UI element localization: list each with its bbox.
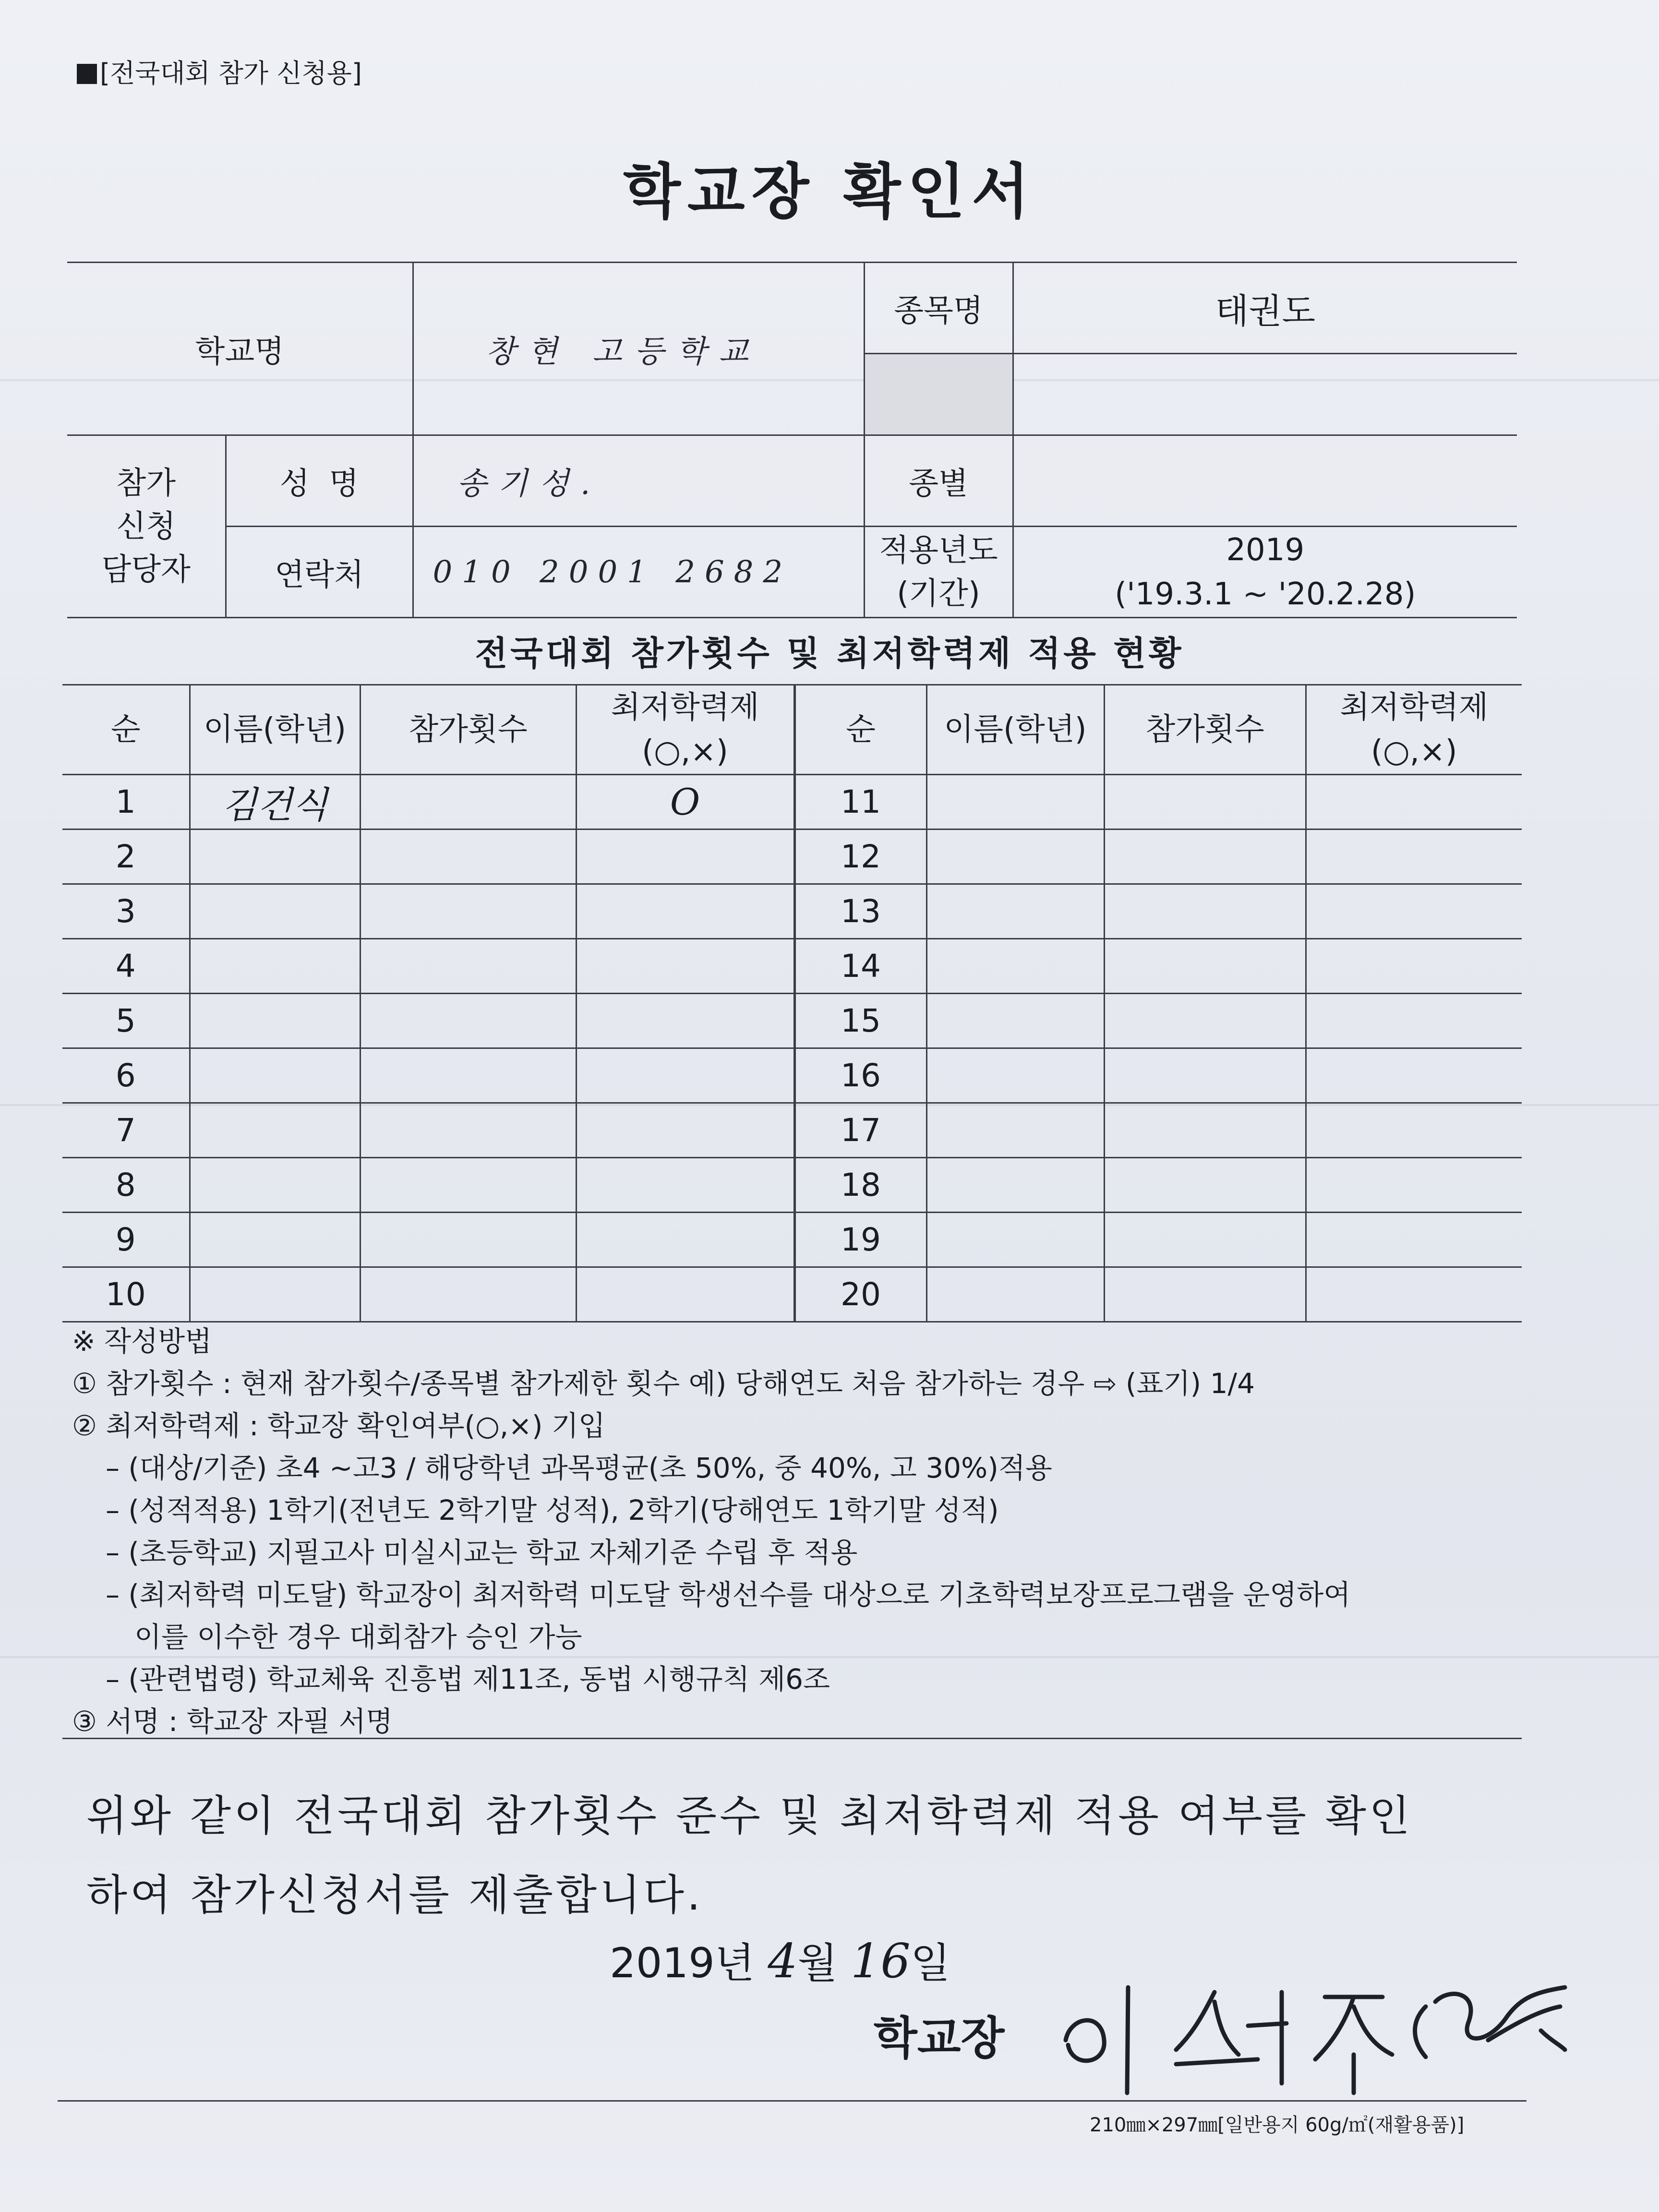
name-cell[interactable] xyxy=(926,1213,1104,1267)
roster-table xyxy=(62,684,1522,1322)
name-cell[interactable] xyxy=(926,994,1104,1048)
instruction-line: – (최저학력 미도달) 학교장이 최저학력 미도달 학생선수를 대상으로 기초학력보장프로그램을 운영하여 xyxy=(106,1578,1351,1611)
min-academic-cell[interactable] xyxy=(1306,1158,1522,1213)
row-number: 15 xyxy=(794,994,926,1048)
table-row xyxy=(62,775,1522,830)
confirmation-line: 하여 참가신청서를 제출합니다. xyxy=(86,1870,704,1920)
date-year: 2019년 xyxy=(610,1939,755,1987)
count-cell[interactable] xyxy=(360,1267,576,1322)
min-academic-cell[interactable] xyxy=(1306,939,1522,994)
table-row xyxy=(62,884,1522,939)
period-year: 2019 xyxy=(1226,532,1305,568)
col-header-name: 이름(학년) xyxy=(190,685,360,775)
name-cell[interactable] xyxy=(190,1158,360,1213)
form-tag xyxy=(77,53,362,90)
row-number: 10 xyxy=(62,1267,190,1322)
count-cell[interactable] xyxy=(360,884,576,939)
instruction-line: ③ 서명 : 학교장 자필 서명 xyxy=(72,1705,393,1738)
roster-subtitle: 전국대회 참가횟수 및 최저학력제 적용 현황 xyxy=(475,634,1184,673)
row-number: 7 xyxy=(62,1103,190,1158)
roster-header-row xyxy=(62,685,1522,775)
row-number: 16 xyxy=(794,1048,926,1103)
name-cell[interactable] xyxy=(926,1103,1104,1158)
count-cell[interactable] xyxy=(1104,1103,1306,1158)
blank-cell xyxy=(864,354,1013,435)
date-month[interactable]: 4 xyxy=(768,1934,798,1989)
name-cell[interactable] xyxy=(190,994,360,1048)
row-number: 5 xyxy=(62,994,190,1048)
table-row xyxy=(62,1267,1522,1322)
bottom-divider xyxy=(58,2100,1527,2102)
roster-body xyxy=(62,775,1522,1322)
row-number: 18 xyxy=(794,1158,926,1213)
name-cell[interactable] xyxy=(190,939,360,994)
period-label: 적용년도 (기간) xyxy=(864,527,1013,618)
col-header-min: 최저학력제 (○,×) xyxy=(576,685,794,775)
count-cell[interactable] xyxy=(1104,884,1306,939)
table-row xyxy=(62,1213,1522,1267)
instruction-line: – (성적적용) 1학기(전년도 2학기말 성적), 2학기(당해연도 1학기말 성적) xyxy=(106,1494,999,1527)
page-title: 학교장 확인서 xyxy=(623,157,1036,227)
min-academic-cell[interactable] xyxy=(1306,1213,1522,1267)
phone-label: 연락처 xyxy=(226,527,413,618)
signature-stroke xyxy=(1176,1992,1286,2083)
event-label: 종목명 xyxy=(864,263,1013,354)
table-row xyxy=(62,1158,1522,1213)
name-cell[interactable] xyxy=(190,1103,360,1158)
min-academic-cell[interactable] xyxy=(576,1158,794,1213)
instruction-line: ① 참가횟수 : 현재 참가횟수/종목별 참가제한 횟수 예) 당해연도 처음 참가하는 경우 ⇨ (표기) 1/4 xyxy=(72,1367,1255,1400)
count-cell[interactable] xyxy=(1104,1213,1306,1267)
min-academic-cell[interactable] xyxy=(576,1103,794,1158)
table-row xyxy=(62,939,1522,994)
min-academic-cell[interactable] xyxy=(1306,1267,1522,1322)
row-number: 13 xyxy=(794,884,926,939)
min-academic-cell[interactable] xyxy=(576,994,794,1048)
row-number: 14 xyxy=(794,939,926,994)
confirmation-line: 위와 같이 전국대회 참가횟수 준수 및 최저학력제 적용 여부를 확인 xyxy=(86,1791,1413,1840)
min-academic-cell[interactable] xyxy=(1306,884,1522,939)
name-cell[interactable]: 김건식 xyxy=(190,775,360,830)
instruction-line: – (초등학교) 지필고사 미실시교는 학교 자체기준 수립 후 적용 xyxy=(106,1536,858,1569)
count-cell[interactable] xyxy=(360,1213,576,1267)
count-cell[interactable] xyxy=(1104,994,1306,1048)
count-cell[interactable] xyxy=(1104,1267,1306,1322)
count-cell[interactable] xyxy=(1104,1048,1306,1103)
col-header-min: 최저학력제 (○,×) xyxy=(1306,685,1522,775)
row-number: 9 xyxy=(62,1213,190,1267)
row-number: 6 xyxy=(62,1048,190,1103)
name-cell[interactable] xyxy=(926,1048,1104,1103)
table-row xyxy=(62,830,1522,884)
instruction-line: – (관련법령) 학교체육 진흥법 제11조, 동법 시행규칙 제6조 xyxy=(106,1663,830,1695)
row-number: 12 xyxy=(794,830,926,884)
date-day-suffix: 일 xyxy=(910,1939,950,1987)
event-value[interactable]: 태권도 xyxy=(1013,263,1517,354)
school-label: 학교명 xyxy=(67,263,413,435)
paper-spec-footer: 210㎜×297㎜[일반용지 60g/㎡(재활용품)] xyxy=(1090,2114,1465,2136)
row-number: 19 xyxy=(794,1213,926,1267)
name-cell[interactable] xyxy=(926,1267,1104,1322)
row-number: 17 xyxy=(794,1103,926,1158)
row-number: 11 xyxy=(794,775,926,830)
instructions-heading: ※ 작성방법 xyxy=(72,1325,212,1358)
signature-stroke xyxy=(1435,1987,1565,2050)
count-cell[interactable] xyxy=(360,939,576,994)
name-cell[interactable] xyxy=(926,884,1104,939)
category-value[interactable] xyxy=(1013,435,1517,527)
table-row xyxy=(62,994,1522,1048)
min-academic-cell[interactable] xyxy=(576,939,794,994)
min-academic-cell[interactable] xyxy=(1306,1048,1522,1103)
col-header-name: 이름(학년) xyxy=(926,685,1104,775)
min-academic-cell[interactable] xyxy=(1306,1103,1522,1158)
principal-signature[interactable] xyxy=(1056,1973,1575,2103)
row-number: 2 xyxy=(62,830,190,884)
name-cell[interactable] xyxy=(926,1158,1104,1213)
event-extra-cell xyxy=(1013,354,1517,435)
count-cell[interactable] xyxy=(1104,1158,1306,1213)
name-cell[interactable] xyxy=(190,1213,360,1267)
col-header-count: 참가횟수 xyxy=(360,685,576,775)
col-header-no: 순 xyxy=(794,685,926,775)
instructions xyxy=(72,1320,1512,1743)
col-header-no: 순 xyxy=(62,685,190,775)
signature-stroke xyxy=(1415,2007,1426,2057)
school-value[interactable]: 창현 고등학교 xyxy=(413,263,864,435)
name-cell[interactable] xyxy=(190,884,360,939)
row-number: 3 xyxy=(62,884,190,939)
count-cell[interactable] xyxy=(360,1048,576,1103)
phone-value[interactable]: 010 2001 2682 xyxy=(413,527,864,618)
header-table xyxy=(67,262,1517,618)
min-academic-cell[interactable] xyxy=(576,1267,794,1322)
square-bullet-icon xyxy=(77,64,97,84)
principal-label: 학교장 xyxy=(874,2012,1005,2065)
count-cell[interactable] xyxy=(360,830,576,884)
min-academic-cell[interactable] xyxy=(576,1213,794,1267)
date-month-suffix: 월 xyxy=(797,1939,838,1987)
divider xyxy=(62,1738,1522,1739)
row-number: 1 xyxy=(62,775,190,830)
name-cell[interactable] xyxy=(190,1048,360,1103)
count-cell[interactable] xyxy=(1104,939,1306,994)
confirmation-text xyxy=(86,1776,1503,1935)
table-row xyxy=(62,1048,1522,1103)
row-number: 4 xyxy=(62,939,190,994)
row-number: 8 xyxy=(62,1158,190,1213)
form-tag-text: [전국대회 참가 신청용] xyxy=(100,58,362,88)
instruction-line: – (대상/기준) 초4 ~고3 / 해당학년 과목평균(초 50%, 중 40%, 고 30%)적용 xyxy=(106,1452,1052,1484)
date-line xyxy=(610,1930,950,1989)
min-academic-cell[interactable] xyxy=(576,830,794,884)
date-day[interactable]: 16 xyxy=(851,1934,911,1989)
contact-group-label: 참가 신청 담당자 xyxy=(67,435,226,618)
name-value[interactable]: 송기성. xyxy=(413,435,864,527)
min-academic-cell[interactable]: O xyxy=(576,775,794,830)
count-cell[interactable] xyxy=(1104,830,1306,884)
name-cell[interactable] xyxy=(190,830,360,884)
name-cell[interactable] xyxy=(926,775,1104,830)
count-cell[interactable] xyxy=(360,1103,576,1158)
signature-stroke xyxy=(1315,1997,1392,2093)
col-header-count: 참가횟수 xyxy=(1104,685,1306,775)
name-cell[interactable] xyxy=(926,939,1104,994)
period-range: ('19.3.1 ~ '20.2.28) xyxy=(1115,576,1416,612)
count-cell[interactable] xyxy=(360,775,576,830)
instruction-line: ② 최저학력제 : 학교장 확인여부(○,×) 기입 xyxy=(72,1409,606,1442)
category-label: 종별 xyxy=(864,435,1013,527)
period-value xyxy=(1013,527,1517,618)
min-academic-cell[interactable] xyxy=(1306,994,1522,1048)
count-cell[interactable] xyxy=(360,1158,576,1213)
min-academic-cell[interactable] xyxy=(576,884,794,939)
name-cell[interactable] xyxy=(190,1267,360,1322)
count-cell[interactable] xyxy=(360,994,576,1048)
min-academic-cell[interactable] xyxy=(576,1048,794,1103)
instruction-line: 이를 이수한 경우 대회참가 승인 가능 xyxy=(134,1621,582,1653)
row-number: 20 xyxy=(794,1267,926,1322)
signature-stroke xyxy=(1066,2020,1104,2061)
min-academic-cell[interactable] xyxy=(1306,775,1522,830)
name-cell[interactable] xyxy=(926,830,1104,884)
count-cell[interactable] xyxy=(1104,775,1306,830)
table-row xyxy=(62,1103,1522,1158)
signature-stroke xyxy=(1127,1987,1128,2093)
name-label: 성 명 xyxy=(226,435,413,527)
min-academic-cell[interactable] xyxy=(1306,830,1522,884)
